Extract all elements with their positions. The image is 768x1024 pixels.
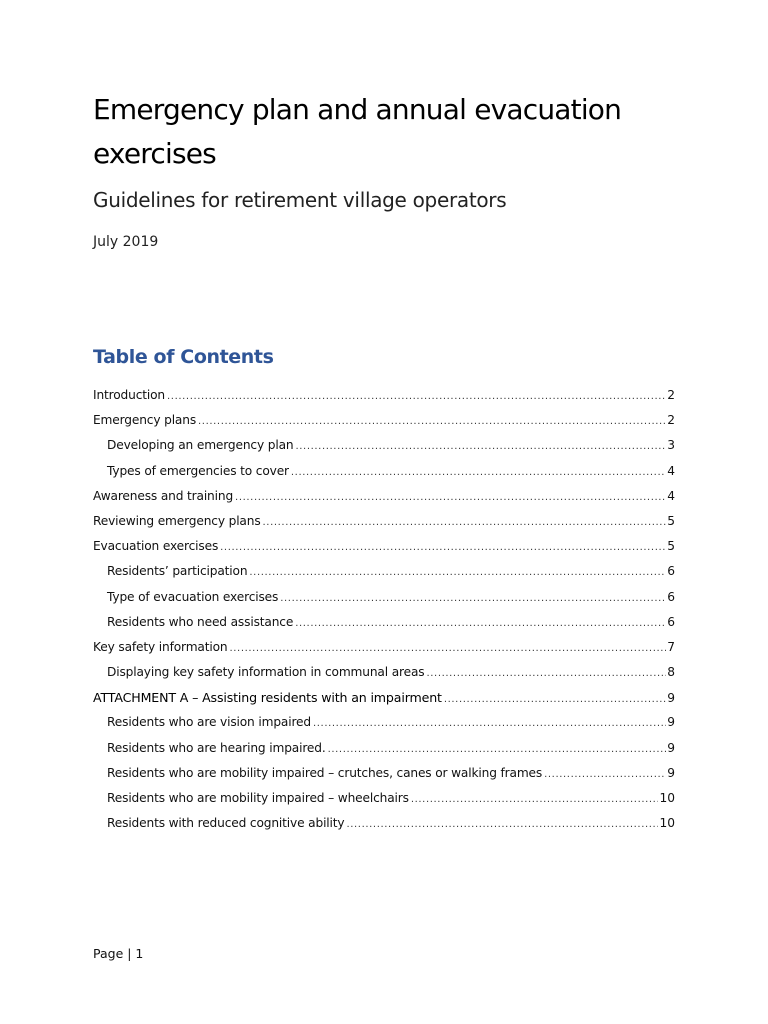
toc-entry-label: Types of emergencies to cover: [107, 463, 289, 478]
toc-entry-page: 6: [667, 564, 675, 579]
toc-dot-leader: [411, 787, 659, 812]
toc-entry-page: 2: [667, 388, 675, 402]
toc-entry-label: Displaying key safety information in communal areas: [107, 665, 425, 680]
toc-entry-emergency-plans[interactable]: [93, 408, 675, 433]
toc-entry-label: Emergency plans: [93, 413, 197, 428]
toc-entry-label: Introduction: [93, 388, 166, 402]
toc-entry-page: 10: [659, 816, 675, 831]
toc-dot-leader: [426, 661, 666, 686]
table-of-contents: [93, 383, 675, 836]
toc-entry-attachment-a[interactable]: [93, 685, 675, 710]
toc-dot-leader: [229, 636, 666, 661]
toc-entry-page: 2: [667, 413, 675, 428]
document-date: July 2019: [93, 234, 159, 250]
toc-entry-page: 4: [667, 488, 675, 503]
toc-entry-introduction[interactable]: [93, 383, 675, 408]
toc-entry-page: 5: [667, 539, 675, 554]
toc-dot-leader: [235, 485, 666, 510]
page-number-footer: Page | 1: [93, 946, 144, 961]
toc-entry-label: Type of evacuation exercises: [107, 589, 279, 604]
toc-entry-developing-emergency-plan[interactable]: [93, 433, 675, 458]
document-title: Emergency plan and annual evacuation exercises: [93, 93, 622, 170]
toc-dot-leader: [296, 434, 667, 459]
toc-entry-page: 4: [667, 463, 675, 478]
toc-entry-awareness-training[interactable]: [93, 484, 675, 509]
toc-entry-label: Residents who are hearing impaired.: [107, 740, 326, 755]
toc-entry-residents-need-assistance[interactable]: [93, 610, 675, 635]
toc-entry-page: 10: [659, 791, 675, 805]
toc-dot-leader: [544, 762, 666, 787]
toc-entry-page: 9: [667, 740, 675, 755]
toc-dot-leader: [249, 560, 666, 585]
toc-dot-leader: [291, 460, 666, 485]
toc-entry-types-of-emergencies[interactable]: [93, 459, 675, 484]
toc-entry-page: 8: [667, 665, 675, 680]
toc-entry-page: 6: [667, 589, 675, 604]
toc-entry-evacuation-exercises[interactable]: [93, 534, 675, 559]
document-subtitle: Guidelines for retirement village operators: [93, 188, 507, 212]
toc-entry-page: 6: [667, 614, 675, 629]
toc-entry-vision-impaired[interactable]: [93, 710, 675, 735]
toc-entry-label: Awareness and training: [93, 488, 234, 503]
toc-dot-leader: [280, 586, 666, 611]
toc-dot-leader: [198, 409, 666, 434]
toc-entry-page: 7: [667, 639, 675, 654]
toc-entry-label: Residents who are vision impaired: [107, 715, 311, 730]
toc-dot-leader: [295, 611, 666, 636]
toc-entry-page: 3: [667, 438, 675, 453]
toc-dot-leader: [220, 535, 666, 560]
toc-entry-mobility-impaired-crutches[interactable]: [93, 761, 675, 786]
toc-entry-mobility-impaired-wheelchairs[interactable]: [93, 786, 675, 811]
toc-dot-leader: [328, 737, 667, 762]
toc-dot-leader: [167, 384, 666, 409]
toc-entry-label: Residents with reduced cognitive ability: [107, 816, 345, 831]
toc-entry-displaying-key-safety-info[interactable]: [93, 660, 675, 685]
toc-dot-leader: [346, 812, 658, 837]
toc-entry-label: Evacuation exercises: [93, 539, 219, 554]
toc-dot-leader: [313, 711, 666, 736]
toc-entry-reduced-cognitive-ability[interactable]: [93, 811, 675, 836]
toc-entry-reviewing-emergency-plans[interactable]: [93, 509, 675, 534]
toc-entry-label: Key safety information: [93, 639, 228, 654]
toc-entry-page: 9: [667, 715, 675, 730]
toc-entry-page: 5: [667, 513, 675, 528]
toc-entry-label: Residents who are mobility impaired – wheelchairs: [107, 791, 409, 805]
toc-entry-label: Residents who need assistance: [107, 614, 294, 629]
toc-entry-page: 9: [667, 691, 675, 706]
toc-entry-residents-participation[interactable]: [93, 559, 675, 584]
toc-entry-type-of-evacuation-exercises[interactable]: [93, 585, 675, 610]
toc-entry-label: ATTACHMENT A – Assisting residents with an impairment: [93, 690, 442, 706]
toc-entry-label: Developing an emergency plan: [107, 438, 294, 453]
toc-entry-hearing-impaired[interactable]: [93, 736, 675, 761]
toc-entry-key-safety-information[interactable]: [93, 635, 675, 660]
toc-entry-label: Reviewing emergency plans: [93, 513, 261, 528]
toc-dot-leader: [263, 510, 667, 535]
toc-dot-leader: [444, 687, 666, 712]
toc-heading: Table of Contents: [93, 346, 274, 368]
toc-entry-page: 9: [667, 765, 675, 780]
toc-entry-label: Residents’ participation: [107, 564, 248, 579]
toc-entry-label: Residents who are mobility impaired – crutches, canes or walking frames: [107, 765, 543, 780]
